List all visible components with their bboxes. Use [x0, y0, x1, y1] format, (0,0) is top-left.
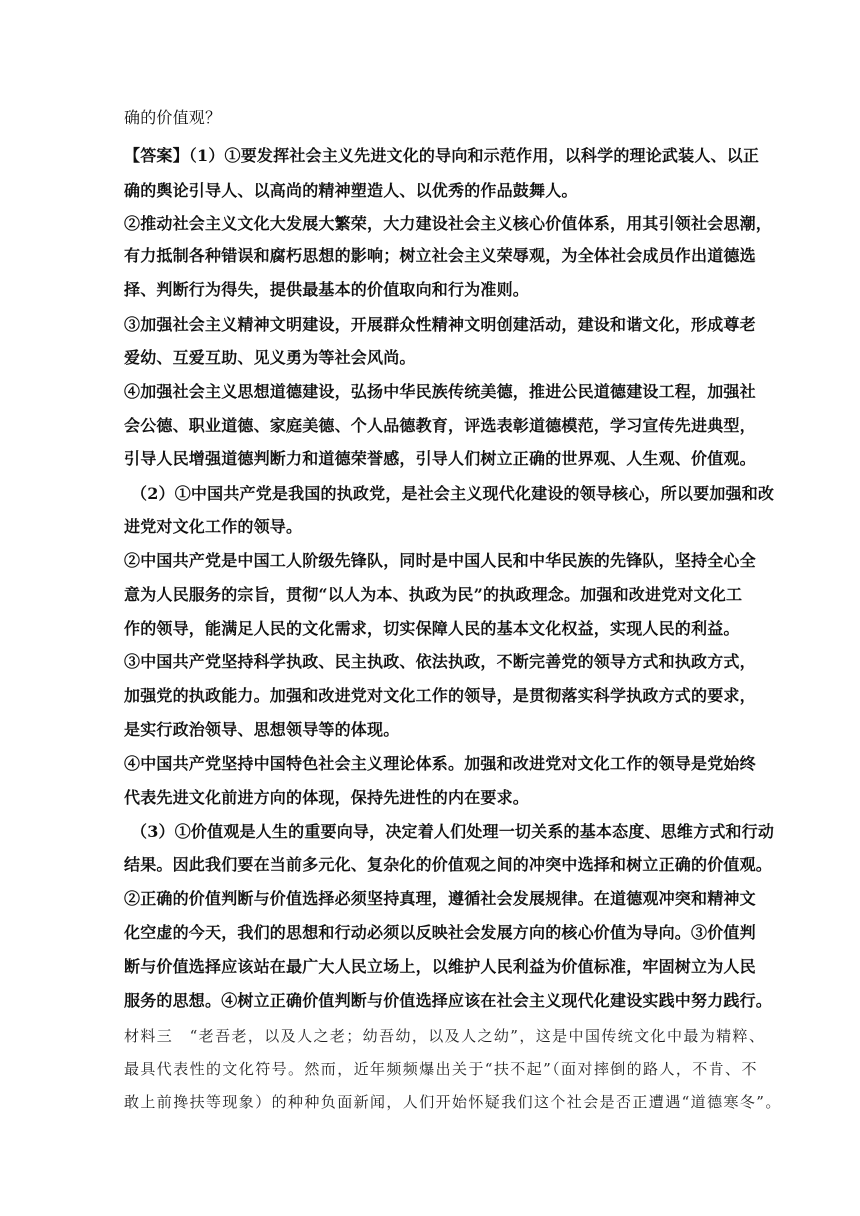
answer-line-8: ④加强社会主义思想道德建设，弘扬中华民族传统美德，推进公民道德建设工程，加强社	[124, 382, 756, 401]
answer-line-18: 是实行政治领导、思想领导等的体现。	[124, 720, 400, 739]
answer-line-5: 择、判断行为得失，提供最基本的价值取向和行为准则。	[124, 280, 530, 299]
answer-line-3: ②推动社会主义文化大发展大繁荣，大力建设社会主义核心价值体系，用其引领社会思潮，	[124, 214, 773, 233]
question-line-tail: 确的价值观？	[124, 108, 222, 127]
answer-line-9: 会公德、职业道德、家庭美德、个人品德教育，评选表彰道德模范，学习宣传先进典型，	[124, 416, 756, 435]
answer-line-19: ④中国共产党坚持中国特色社会主义理论体系。加强和改进党对文化工作的领导是党始终	[124, 754, 756, 773]
answer-line-2: 确的舆论引导人、以高尚的精神塑造人、以优秀的作品鼓舞人。	[124, 181, 578, 200]
answer-line-13: ②中国共产党是中国工人阶级先锋队，同时是中国人民和中华民族的先锋队，坚持全心全	[124, 551, 756, 570]
answer-line-24: 化空虚的今天，我们的思想和行动必须以反映社会发展方向的核心价值为导向。③价值判	[124, 923, 756, 942]
material-line-3: 敢上前搀扶等现象）的种种负面新闻，人们开始怀疑我们这个社会是否正遭遇“道德寒冬”。	[124, 1093, 782, 1111]
answer-line-7: 爱幼、互爱互助、见义勇为等社会风尚。	[124, 348, 416, 367]
answer-line-11: （2）①中国共产党是我国的执政党，是社会主义现代化建设的领导核心，所以要加强和改	[131, 484, 775, 503]
answer-line-6: ③加强社会主义精神文明建设，开展群众性精神文明创建活动，建设和谐文化，形成尊老	[124, 315, 756, 334]
answer-line-22: 结果。因此我们要在当前多元化、复杂化的价值观之间的冲突中选择和树立正确的价值观。	[124, 855, 773, 874]
answer-line-26: 服务的思想。④树立正确价值判断与价值选择应该在社会主义现代化建设实践中努力践行。	[124, 991, 773, 1010]
answer-line-15: 作的领导，能满足人民的文化需求，切实保障人民的基本文化权益，实现人民的利益。	[124, 619, 740, 638]
answer-line-16: ③中国共产党坚持科学执政、民主执政、依法执政，不断完善党的领导方式和执政方式，	[124, 652, 756, 671]
answer-line-1: 【答案】（1）①要发挥社会主义先进文化的导向和示范作用，以科学的理论武装人、以正	[124, 146, 760, 165]
material-line-2: 最具代表性的文化符号。然而，近年频频爆出关于“扶不起”（面对摔倒的路人，不肯、不	[124, 1060, 758, 1078]
answer-line-21: （3）①价值观是人生的重要向导，决定着人们处理一切关系的基本态度、思维方式和行动	[131, 822, 775, 841]
answer-line-20: 代表先进文化前进方向的体现，保持先进性的内在要求。	[124, 788, 530, 807]
material-line-1: 材料三 “老吾老，以及人之老；幼吾幼，以及人之幼”，这是中国传统文化中最为精粹、	[124, 1027, 766, 1045]
answer-line-4: 有力抵制各种错误和腐朽思想的影响；树立社会主义荣辱观，为全体社会成员作出道德选	[124, 246, 756, 265]
answer-line-14: 意为人民服务的宗旨，贯彻“以人为本、执政为民”的执政理念。加强和改进党对文化工	[124, 585, 743, 604]
answer-line-23: ②正确的价值判断与价值选择必须坚持真理，遵循社会发展规律。在道德观冲突和精神文	[124, 889, 756, 908]
answer-line-17: 加强党的执政能力。加强和改进党对文化工作的领导，是贯彻落实科学执政方式的要求，	[124, 686, 756, 705]
answer-line-10: 引导人民增强道德判断力和道德荣誉感，引导人们树立正确的世界观、人生观、价值观。	[124, 449, 756, 468]
answer-line-25: 断与价值选择应该站在最广大人民立场上，以维护人民利益为价值标准，牢固树立为人民	[124, 957, 756, 976]
answer-line-12: 进党对文化工作的领导。	[124, 517, 303, 536]
